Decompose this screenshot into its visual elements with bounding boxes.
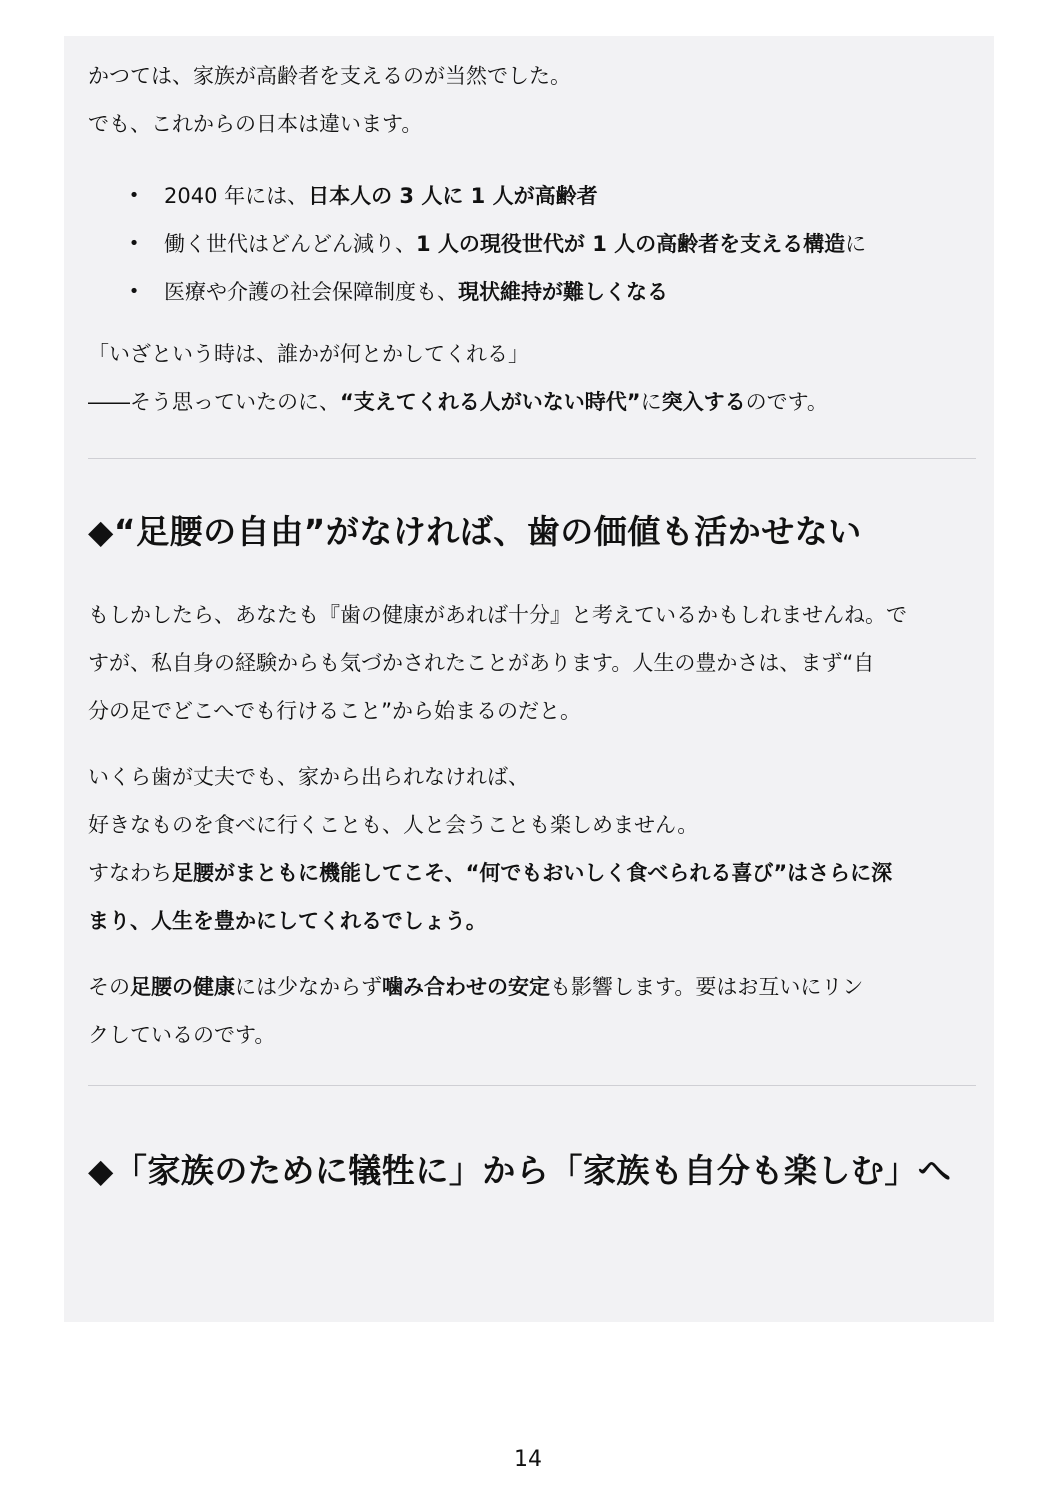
paragraph-line: [88, 963, 970, 1011]
bullet-emphasis: 現状維持が難しくなる: [458, 280, 668, 304]
paragraph: [88, 753, 970, 945]
paragraph-line: [88, 897, 970, 945]
paragraph-line: [88, 849, 970, 897]
section-heading: ◆“足腰の自由”がなければ、歯の価値も活かせない: [88, 512, 862, 551]
intro-line-2: でも、これからの日本は違います。: [88, 112, 423, 136]
paragraph-emphasis: まり、人生を豊かにしてくれるでしょう。: [88, 909, 487, 933]
paragraph-line: いくら歯が丈夫でも、家から出られなければ、: [88, 765, 529, 789]
bullet-text-tail: に: [845, 232, 867, 256]
list-item: [124, 220, 970, 268]
paragraph-text: も影響します。要はお互いにリン: [550, 975, 864, 999]
bullet-icon: •: [128, 185, 140, 206]
paragraph-line: 分の足でどこへでも行けること”から始まるのだと。: [88, 699, 582, 723]
paragraph-line: クしているのです。: [88, 1023, 276, 1047]
section-divider: [88, 1085, 976, 1086]
page-number: 14: [514, 1447, 542, 1472]
quote-emphasis: “支えてくれる人がいない時代”: [340, 390, 641, 414]
bullet-text: 医療や介護の社会保障制度も、: [164, 280, 458, 304]
bullet-text: 2040 年には、: [164, 184, 309, 208]
quote-line-1: 「いざという時は、誰かが何とかしてくれる」: [88, 342, 529, 366]
paragraph-line: もしかしたら、あなたも『歯の健康があれば十分』と考えているかもしれませんね。で: [88, 603, 907, 627]
paragraph-text: すなわち: [88, 861, 172, 885]
paragraph-line: すが、私自身の経験からも気づかされたことがあります。人生の豊かさは、まず“自: [88, 651, 875, 675]
paragraph-emphasis: 足腰がまともに機能してこそ、“何でもおいしく食べられる喜び”はさらに深: [172, 861, 893, 885]
paragraph-text: その: [88, 975, 130, 999]
quote-text: のです。: [745, 390, 828, 414]
paragraph: [88, 591, 970, 735]
paragraph: [88, 963, 970, 1059]
quote-text: に: [640, 390, 662, 414]
intro-line-1: かつては、家族が高齢者を支えるのが当然でした。: [88, 64, 571, 88]
paragraph-emphasis: 噛み合わせの安定: [382, 975, 550, 999]
bullet-icon: •: [128, 233, 140, 254]
bullet-icon: •: [128, 281, 140, 302]
quote-block: [88, 330, 970, 426]
quote-emphasis: 突入する: [661, 390, 746, 414]
quote-text: ――そう思っていたのに、: [88, 390, 340, 414]
list-item: [124, 268, 970, 316]
paragraph-text: には少なからず: [235, 975, 382, 999]
paragraph-line: 好きなものを食べに行くことも、人と会うことも楽しめません。: [88, 813, 699, 837]
quote-line-2: [88, 378, 970, 426]
page-body: [64, 36, 994, 1322]
bullet-text: 働く世代はどんどん減り、: [164, 232, 416, 256]
paragraph-emphasis: 足腰の健康: [130, 975, 235, 999]
bullet-list: [88, 172, 970, 316]
bullet-emphasis: 日本人の 3 人に 1 人が高齢者: [308, 184, 598, 208]
section-divider: [88, 458, 976, 459]
list-item: [124, 172, 970, 220]
bullet-emphasis: 1 人の現役世代が 1 人の高齢者を支える構造: [416, 232, 846, 256]
section-heading: ◆「家族のために犠牲に」から「家族も自分も楽しむ」へ: [88, 1151, 952, 1190]
